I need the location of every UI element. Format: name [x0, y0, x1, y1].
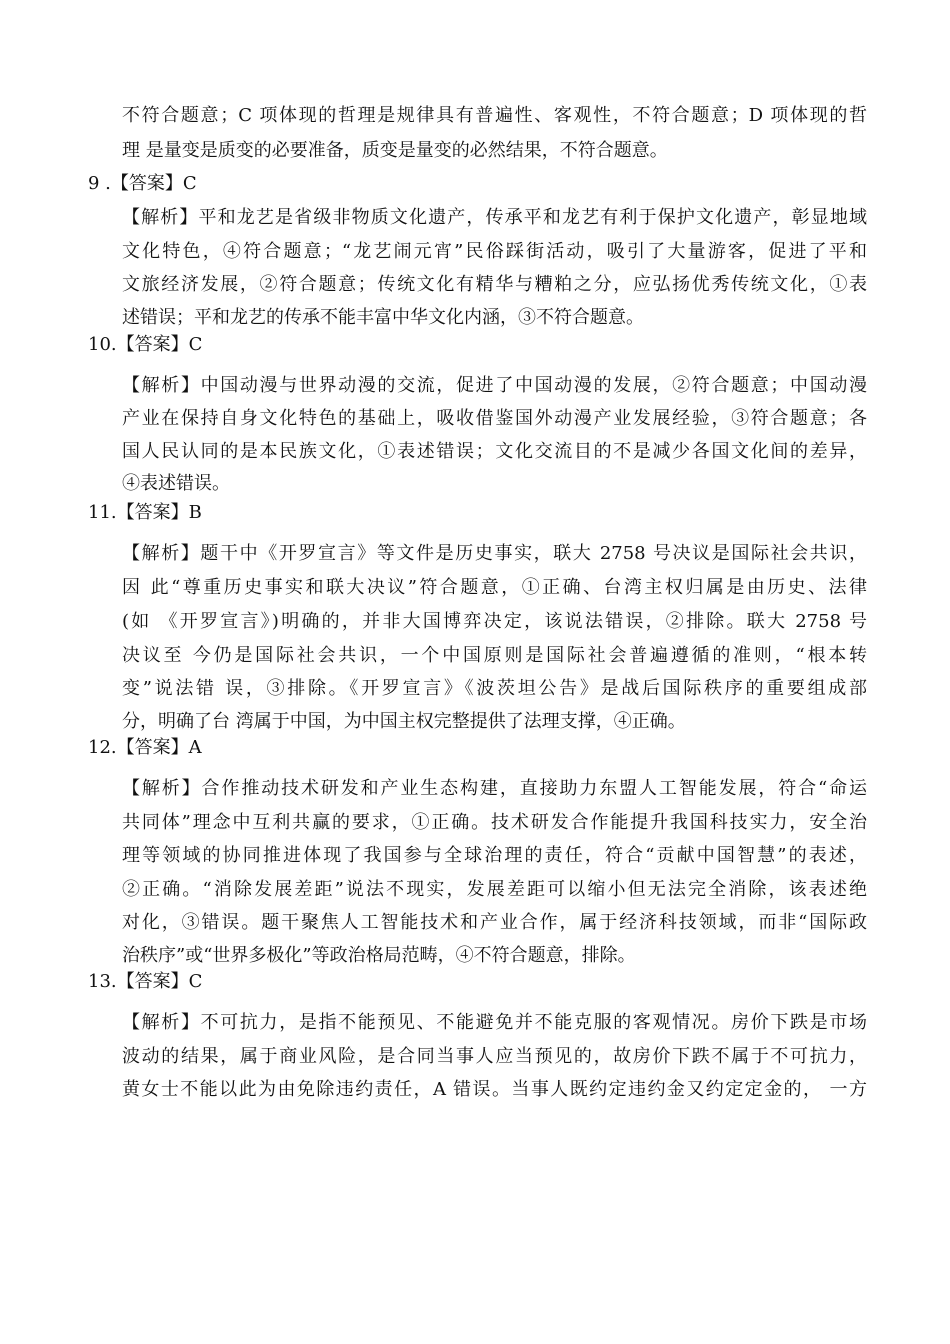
- q9-explanation-line-1: 【解析】平和龙艺是省级非物质文化遗产，传承平和龙艺有利于保护文化遗产，彰显地域: [122, 207, 867, 228]
- q12-explanation-line-2: 共同体”理念中互利共赢的要求，①正确。技术研发合作能提升我国科技实力，安全治: [122, 812, 867, 833]
- q10-explanation-line-2: 产业在保持自身文化特色的基础上，吸收借鉴国外动漫产业发展经验，③符合题意；各: [122, 408, 867, 429]
- q9-explanation-line-2: 文化特色，④符合题意；“龙艺闹元宵”民俗踩街活动，吸引了大量游客，促进了平和: [122, 241, 867, 262]
- q11-explanation-line-5: 变”说法错 误，③排除。《开罗宣言》《波茨坦公告》是战后国际秩序的重要组成部: [122, 678, 867, 699]
- q13-explanation-line-1: 【解析】不可抗力，是指不能预见、不能避免并不能克服的客观情况。房价下跌是市场: [122, 1012, 867, 1033]
- q11-answer: 11.【答案】B: [88, 502, 202, 523]
- q13-explanation-line-3: 黄女士不能以此为由免除违约责任，A 错误。当事人既约定违约金又约定定金的， 一方: [122, 1079, 867, 1100]
- q12-explanation-line-6: 治秩序”或“世界多极化”等政治格局范畴，④不符合题意，排除。: [122, 945, 636, 966]
- intro-line-2: 理 是量变是质变的必要准备，质变是量变的必然结果，不符合题意。: [122, 140, 668, 161]
- q10-explanation-line-1: 【解析】中国动漫与世界动漫的交流，促进了中国动漫的发展，②符合题意；中国动漫: [122, 375, 867, 396]
- q11-explanation-line-3: (如 《开罗宣言》)明确的，并非大国博弈决定，该说法错误，②排除。联大 2758 号: [122, 611, 867, 632]
- q10-explanation-line-3: 国人民认同的是本民族文化，①表述错误；文化交流目的不是减少各国文化间的差异，: [122, 441, 867, 462]
- q11-explanation-line-1: 【解析】题干中《开罗宣言》等文件是历史事实，联大 2758 号决议是国际社会共识，: [122, 543, 867, 564]
- q11-explanation-line-6: 分，明确了台 湾属于中国，为中国主权完整提供了法理支撑，④正确。: [122, 711, 686, 732]
- q11-explanation-line-2: 因 此“尊重历史事实和联大决议”符合题意，①正确、台湾主权归属是由历史、法律: [122, 577, 867, 598]
- intro-line-1: 不符合题意；C 项体现的哲理是规律具有普遍性、客观性，不符合题意；D 项体现的哲: [122, 105, 867, 126]
- q9-answer: 9 .【答案】C: [88, 173, 197, 194]
- q12-explanation-line-3: 理等领域的协同推进体现了我国参与全球治理的责任，符合“贡献中国智慧”的表述，: [122, 845, 867, 866]
- q12-explanation-line-5: 对化，③错误。题干聚焦人工智能技术和产业合作，属于经济科技领域，而非“国际政: [122, 912, 867, 933]
- q11-explanation-line-4: 决议至 今仍是国际社会共识，一个中国原则是国际社会普遍遵循的准则，“根本转: [122, 645, 867, 666]
- q12-explanation-line-4: ②正确。“消除发展差距”说法不现实，发展差距可以缩小但无法完全消除，该表述绝: [122, 879, 867, 900]
- q9-explanation-line-3: 文旅经济发展，②符合题意；传统文化有精华与糟粕之分，应弘扬优秀传统文化，①表: [122, 274, 867, 295]
- q9-explanation-line-4: 述错误；平和龙艺的传承不能丰富中华文化内涵，③不符合题意。: [122, 307, 644, 328]
- q13-answer: 13.【答案】C: [88, 971, 203, 992]
- q10-explanation-line-4: ④表述错误。: [122, 473, 230, 494]
- q12-answer: 12.【答案】A: [88, 737, 202, 758]
- q10-answer: 10.【答案】C: [88, 334, 203, 355]
- q13-explanation-line-2: 波动的结果，属于商业风险，是合同当事人应当预见的，故房价下跌不属于不可抗力，: [122, 1046, 867, 1067]
- q12-explanation-line-1: 【解析】合作推动技术研发和产业生态构建，直接助力东盟人工智能发展，符合“命运: [122, 778, 867, 799]
